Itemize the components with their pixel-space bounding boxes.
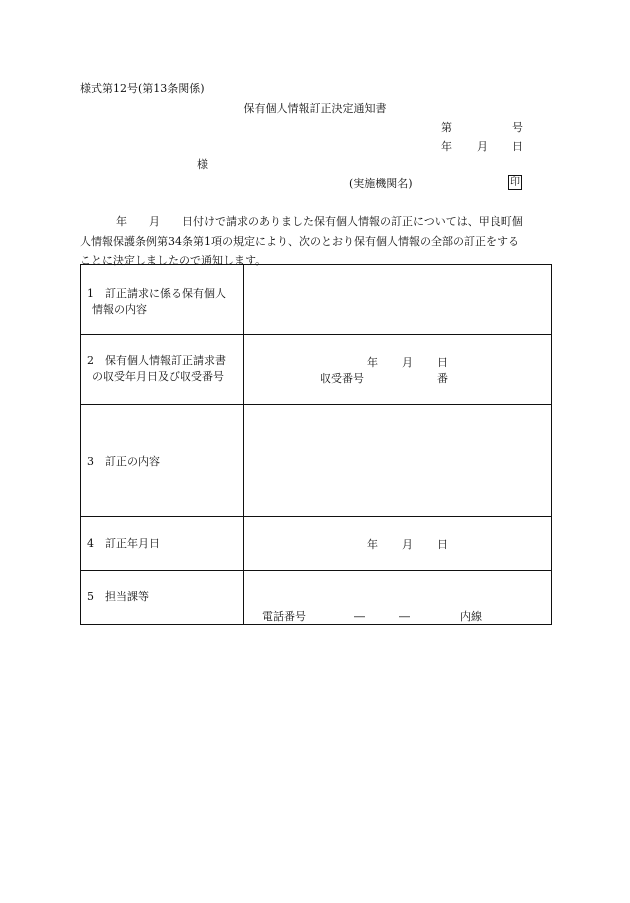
table-row — [81, 265, 552, 335]
body-year: 年 — [116, 215, 127, 228]
row2-label-cell — [81, 335, 244, 405]
notice-body — [80, 212, 552, 271]
row4-label-cell — [81, 517, 244, 571]
document-title: 保有個人情報訂正決定通知書 — [243, 102, 387, 115]
decision-table — [80, 264, 552, 625]
receipt-number-suffix: 番 — [437, 372, 448, 385]
row2-year: 年 — [367, 356, 378, 369]
row5-label-cell — [81, 571, 244, 625]
form-number: 様式第12号(第13条関係) — [80, 82, 205, 95]
seal-mark: 印 — [510, 177, 520, 188]
row1-value-cell — [244, 265, 552, 335]
row4-label: 4 訂正年月日 — [87, 537, 160, 550]
row4-day: 日 — [437, 538, 448, 551]
row1-label-line1: 1 訂正請求に係る保有個人 — [87, 287, 226, 300]
doc-number-suffix: 号 — [512, 121, 523, 134]
body-line-1 — [80, 212, 552, 232]
row2-label-line2: の収受年月日及び収受番号 — [92, 370, 224, 383]
row5-label: 5 担当課等 — [87, 590, 149, 603]
row1-label-line2: 情報の内容 — [92, 303, 147, 316]
phone-dash-2: ― — [399, 610, 410, 623]
row2-value-cell — [244, 335, 552, 405]
row2-month: 月 — [402, 356, 413, 369]
phone-dash-1: ― — [354, 610, 365, 623]
receipt-number-label: 収受番号 — [320, 372, 364, 385]
issue-date-day: 日 — [512, 140, 523, 153]
extension-label: 内線 — [460, 610, 482, 623]
table-row — [81, 571, 552, 625]
recipient-honorific: 様 — [197, 158, 208, 171]
row2-day: 日 — [437, 356, 448, 369]
body-month: 月 — [149, 215, 160, 228]
row2-label-line1: 2 保有個人情報訂正請求書 — [87, 354, 226, 367]
row1-label-cell — [81, 265, 244, 335]
body-line-2: 人情報保護条例第34条第1項の規定により、次のとおり保有個人情報の全部の訂正をする — [80, 234, 519, 248]
row3-label: 3 訂正の内容 — [87, 455, 160, 468]
table-row — [81, 517, 552, 571]
row4-year: 年 — [367, 538, 378, 551]
row3-value-cell — [244, 405, 552, 517]
body-day-text: 日付けで請求のありました保有個人情報の訂正については、甲良町個 — [182, 215, 523, 228]
row4-value-cell — [244, 517, 552, 571]
agency-name-label: (実施機関名) — [349, 177, 413, 190]
phone-label: 電話番号 — [262, 610, 306, 623]
row5-value-cell — [244, 571, 552, 625]
doc-number-label: 第 — [441, 121, 452, 134]
row4-month: 月 — [402, 538, 413, 551]
row3-label-cell — [81, 405, 244, 517]
issue-date-month: 月 — [477, 140, 488, 153]
issue-date-year: 年 — [441, 140, 452, 153]
table-row — [81, 335, 552, 405]
body-line-3: ことに決定しましたので通知します。 — [80, 254, 267, 267]
table-row — [81, 405, 552, 517]
